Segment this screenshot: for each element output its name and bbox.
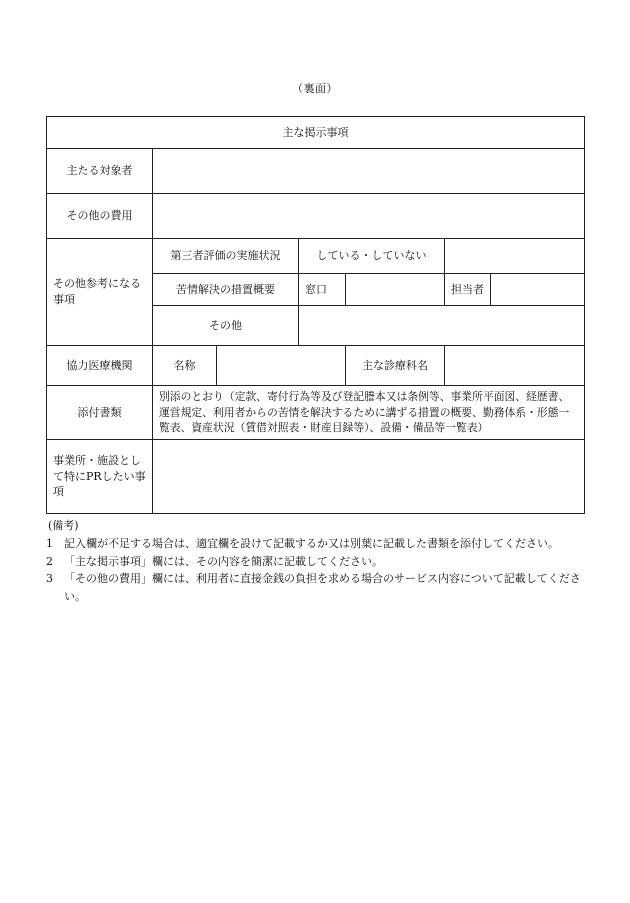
other-value-cell[interactable] xyxy=(299,306,585,346)
third-party-eval-extra-cell[interactable] xyxy=(445,239,585,274)
target-label: 主たる対象者 xyxy=(47,149,153,194)
notes-title: (備考) xyxy=(48,519,79,532)
note-item xyxy=(46,553,586,571)
third-party-eval-label: 第三者評価の実施状況 xyxy=(153,239,299,274)
attach-label: 添付書類 xyxy=(47,386,153,440)
attach-text: 別添のとおり（定款、寄付行為等及び登記謄本又は条例等、事業所平面図、経歴書、運営規定、利用者からの苦情を解決するために講ずる措置の概要、勤務体系・形態一覧表、資産状況（賃借対照表・財産目録等）、設備・備品等一覧表） xyxy=(153,386,585,440)
page-subtitle: （裏面） xyxy=(292,82,338,95)
note-number: 1 xyxy=(46,536,53,550)
dept-label: 主な診療科名 xyxy=(346,346,445,386)
name-value-cell[interactable] xyxy=(217,346,346,386)
note-number: 2 xyxy=(46,554,53,568)
person-value-cell[interactable] xyxy=(491,274,585,306)
note-text: 「その他の費用」欄には、利用者に直接金銭の負担を求める場合のサービス内容について記載してください。 xyxy=(64,572,581,604)
other-ref-label: その他参考になる事項 xyxy=(47,239,153,346)
note-item xyxy=(46,570,586,606)
note-text: 「主な掲示事項」欄には、その内容を簡潔に記載してください。 xyxy=(64,554,383,568)
complaint-label: 苦情解決の措置概要 xyxy=(153,274,299,306)
third-party-eval-value[interactable]: している・していない xyxy=(299,239,445,274)
posting-items-table xyxy=(46,116,585,514)
pr-value-cell[interactable] xyxy=(153,440,585,514)
other-fees-label: その他の費用 xyxy=(47,194,153,239)
note-item xyxy=(46,535,586,553)
note-text: 記入欄が不足する場合は、適宜欄を設けて記載するか又は別葉に記載した書類を添付してください。 xyxy=(64,536,559,550)
other-label: その他 xyxy=(153,306,299,346)
table-header: 主な掲示事項 xyxy=(47,117,585,149)
person-label: 担当者 xyxy=(445,274,491,306)
window-label: 窓口 xyxy=(299,274,346,306)
name-label: 名称 xyxy=(153,346,217,386)
target-value-cell[interactable] xyxy=(153,149,585,194)
dept-value-cell[interactable] xyxy=(445,346,585,386)
other-fees-value-cell[interactable] xyxy=(153,194,585,239)
window-value-cell[interactable] xyxy=(346,274,445,306)
notes-section xyxy=(46,517,586,606)
pr-label: 事業所・施設として特にPRしたい事項 xyxy=(47,440,153,514)
note-number: 3 xyxy=(46,572,53,586)
coop-med-label: 協力医療機関 xyxy=(47,346,153,386)
